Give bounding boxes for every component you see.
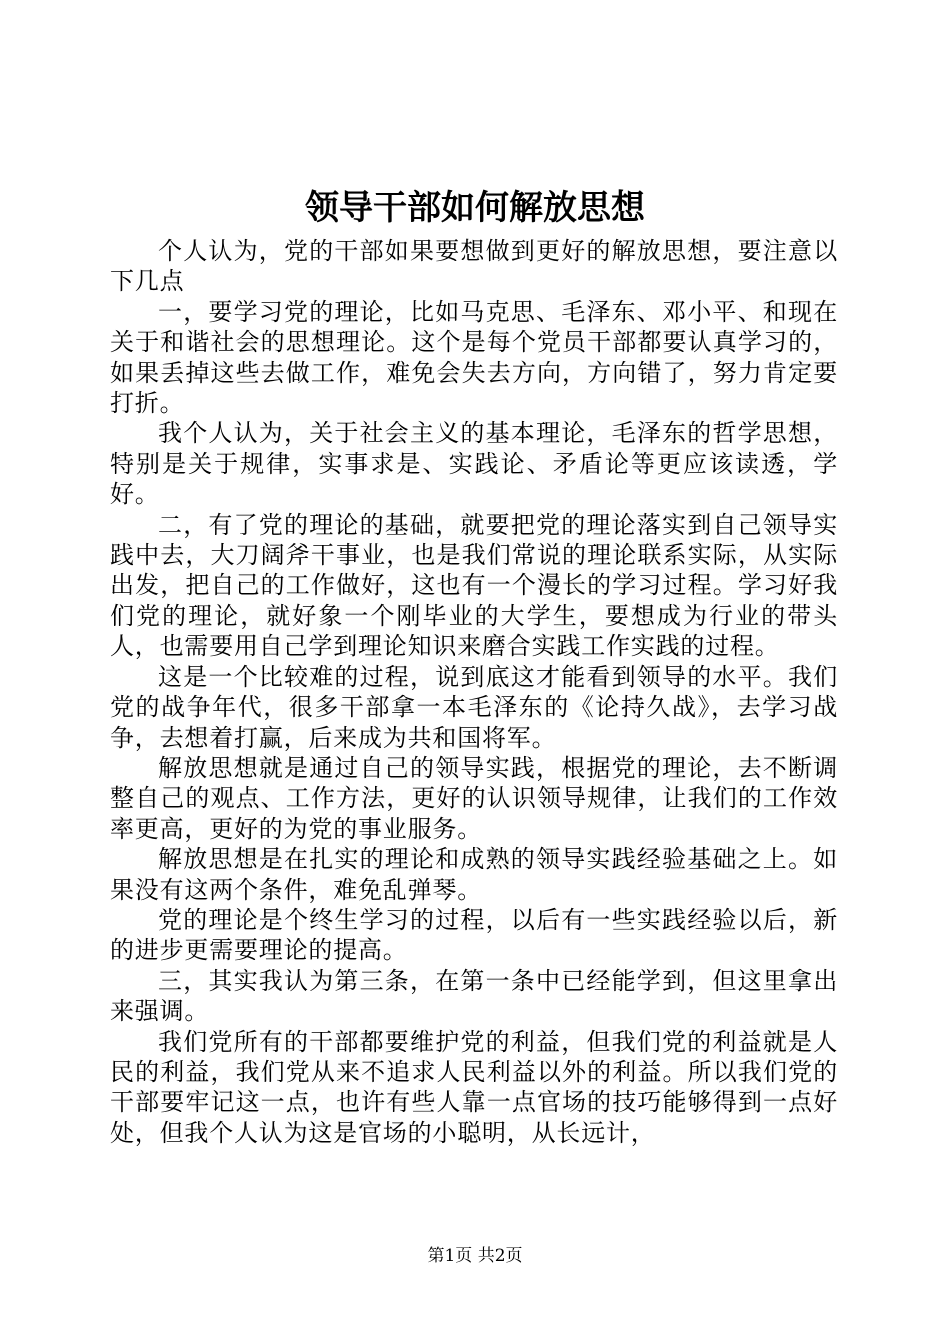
paragraph: 这是一个比较难的过程，说到底这才能看到领导的水平。我们党的战争年代，很多干部拿一本毛泽东的《论持久战》，去学习战争，去想着打赢，后来成为共和国将军。 [110, 662, 838, 752]
paragraph: 解放思想就是通过自己的领导实践，根据党的理论，去不断调整自己的观点、工作方法，更好的认识领导规律，让我们的工作效率更高，更好的为党的事业服务。 [110, 753, 838, 843]
paragraph: 解放思想是在扎实的理论和成熟的领导实践经验基础之上。如果没有这两个条件，难免乱弹琴。 [110, 845, 838, 904]
paragraph: 二，有了党的理论的基础，就要把党的理论落实到自己领导实践中去，大刀阔斧干事业，也是我们常说的理论联系实际，从实际出发，把自己的工作做好，这也有一个漫长的学习过程。学习好我们党的理论，就好象一个刚毕业的大学生，要想成为行业的带头人，也需要用自己学到理论知识来磨合实践工作实践的过程。 [110, 510, 838, 661]
paragraph: 一，要学习党的理论，比如马克思、毛泽东、邓小平、和现在关于和谐社会的思想理论。这个是每个党员干部都要认真学习的，如果丢掉这些去做工作，难免会失去方向，方向错了，努力肯定要打折。 [110, 297, 838, 418]
paragraph: 党的理论是个终生学习的过程，以后有一些实践经验以后，新的进步更需要理论的提高。 [110, 905, 838, 965]
document-body [110, 236, 838, 1148]
paragraph: 我个人认为，关于社会主义的基本理论，毛泽东的哲学思想，特别是关于规律，实事求是、实践论、矛盾论等更应该读透，学好。 [110, 419, 838, 509]
page-number-footer: 第1页 共2页 [427, 1246, 523, 1266]
paragraph: 三，其实我认为第三条，在第一条中已经能学到，但这里拿出来强调。 [110, 966, 838, 1026]
paragraph: 我们党所有的干部都要维护党的利益，但我们党的利益就是人民的利益，我们党从来不追求人民利益以外的利益。所以我们党的干部要牢记这一点，也许有些人靠一点官场的技巧能够得到一点好处，但我个人认为这是官场的小聪明，从长远计， [110, 1027, 838, 1147]
document-title: 领导干部如何解放思想 [305, 188, 645, 228]
paragraph: 个人认为，党的干部如果要想做到更好的解放思想，要注意以下几点 [110, 237, 838, 296]
